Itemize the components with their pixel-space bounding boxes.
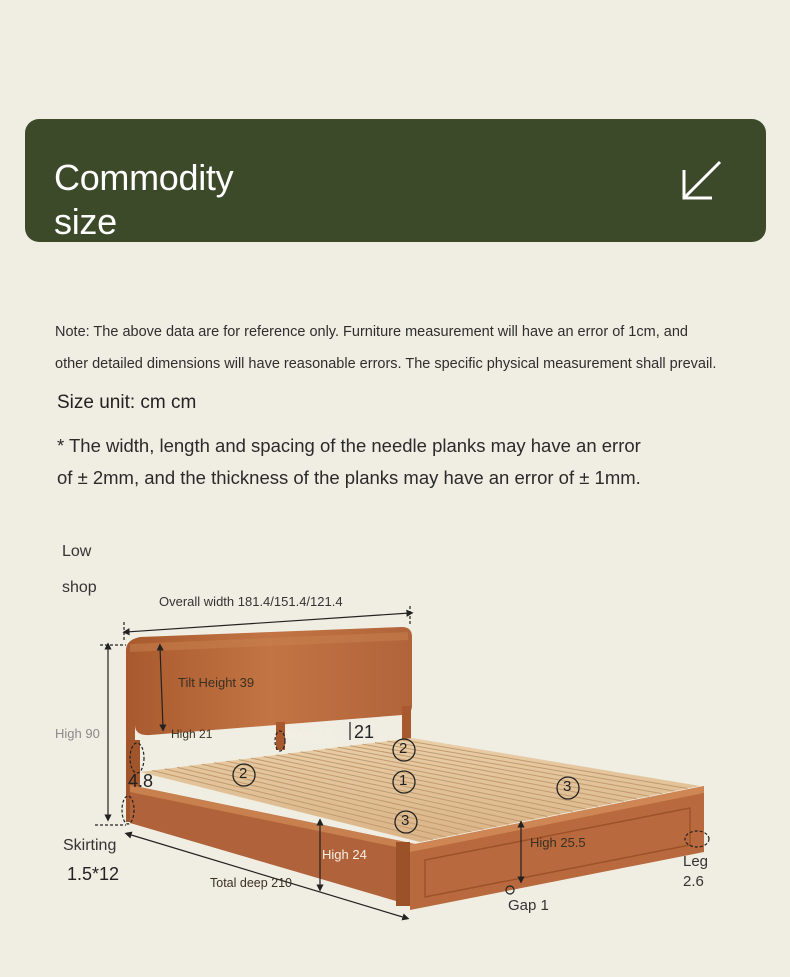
overall-width-label: Overall width 181.4/151.4/121.4	[159, 594, 343, 609]
model-line1: Low	[62, 543, 92, 560]
skirting-label: Skirting	[63, 837, 117, 854]
bed-dimension-diagram	[0, 520, 790, 960]
needle-note-line2: of ± 2mm, and the thickness of the planks may have an error of ± 1mm.	[57, 467, 641, 488]
high-25-5-label: High 25.5	[530, 835, 586, 850]
tilt-height-label: Tilt Height 39	[178, 675, 255, 690]
size-unit: Size unit: cm cm	[57, 392, 197, 413]
skirting-size-label: 1.5*12	[67, 864, 120, 884]
leg-size-label: 2.6	[683, 873, 704, 890]
banner-title-line2: size	[54, 201, 117, 242]
high-90-label: High 90	[55, 726, 100, 741]
note-line2: other detailed dimensions will have reasonable errors. The specific physical measurement shall prevail.	[55, 356, 717, 372]
banner-title-line1: Commodity	[54, 157, 234, 198]
circle-label-1: 1	[399, 772, 408, 789]
num-21-label: 21	[354, 722, 375, 742]
model-line2: shop	[62, 579, 97, 596]
gap-label: Gap 1	[508, 897, 549, 914]
leg-label: Leg	[683, 853, 709, 870]
needle-plank-note	[57, 430, 677, 494]
circle-label-2: 2	[399, 740, 408, 757]
reference-note	[55, 316, 755, 380]
num-4-8-label: 4.8	[128, 771, 154, 791]
circle-label-3: 3	[563, 778, 572, 795]
needle-note-line1: * The width, length and spacing of the needle planks may have an error	[57, 435, 641, 456]
arrow-down-left-icon	[680, 160, 722, 202]
high-21-label: High 21	[171, 727, 213, 741]
total-deep-label: Total deep 210	[210, 876, 293, 890]
note-line1: Note: The above data are for reference only. Furniture measurement will have an error of 1cm, and	[55, 324, 688, 340]
banner-title	[54, 156, 274, 244]
high-24-label: High 24	[322, 847, 367, 862]
circle-label-3: 3	[401, 812, 410, 829]
circle-label-2: 2	[239, 765, 248, 782]
wide-2-5-label: Wide 2.5	[286, 727, 334, 741]
